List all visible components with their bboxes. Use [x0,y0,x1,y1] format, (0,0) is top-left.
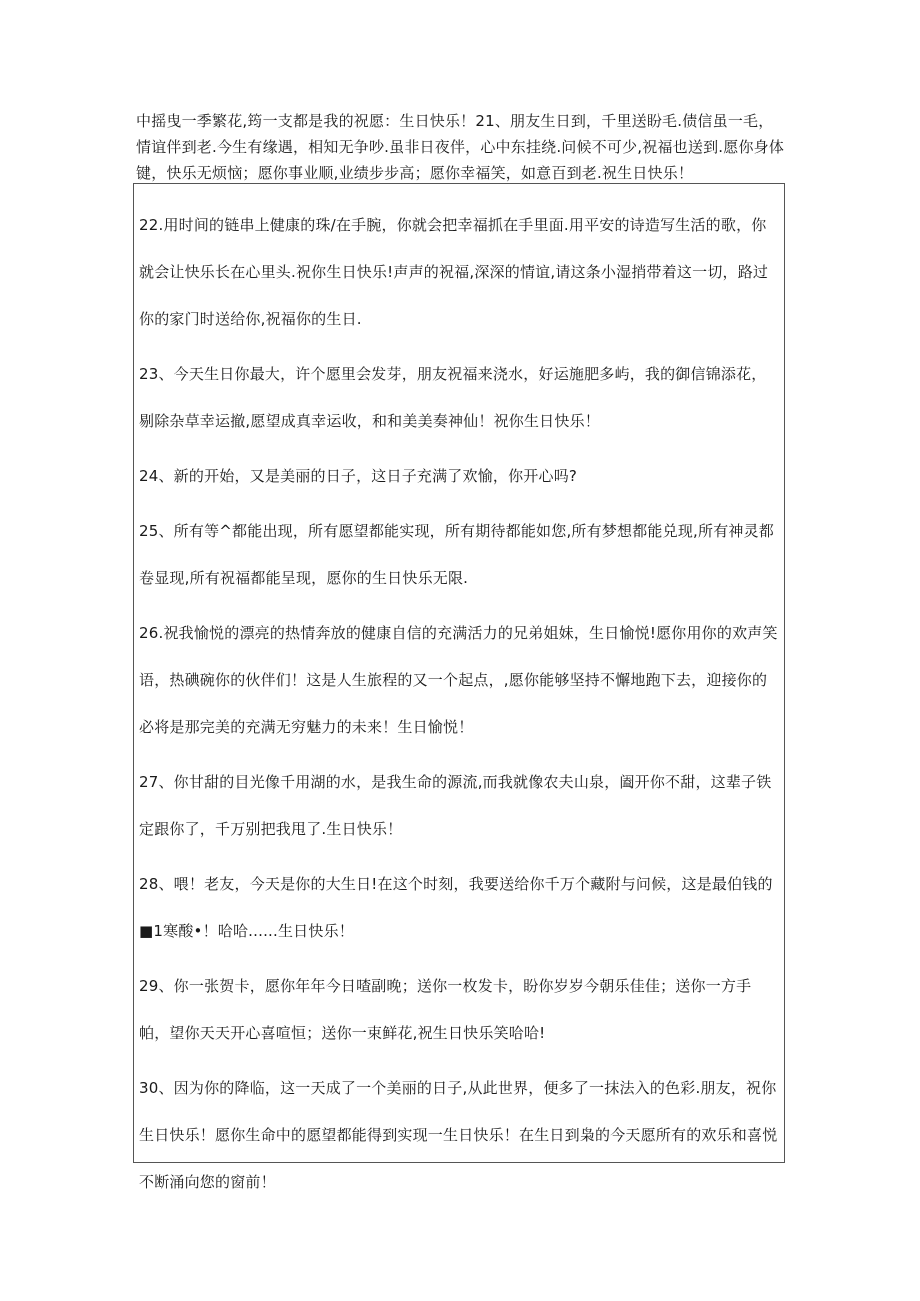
wish-entry-26: 26.祝我愉悦的漂亮的热情奔放的健康自信的充满活力的兄弟姐妹，生日愉悦!愿你用你的欢声笑语，热碘碗你的伙伴们！这是人生旅程的又一个起点，,愿你能够坚持不懈地跑下去，迎接你的必将是那完美的充满无穷魅力的未来！生日愉悦！ [139,624,778,736]
wish-entry-27: 27、你甘甜的目光像千用湖的水，是我生命的源流,而我就像农夫山泉，阖开你不甜，这辈子铁定跟你了，千万别把我甩了.生日快乐！ [139,773,772,838]
intro-paragraph [136,108,788,186]
wish-entry-24: 24、新的开始，又是美丽的日子，这日子充满了欢愉，你开心吗? [139,467,578,485]
wish-entry-30: 30、因为你的降临，这一天成了一个美丽的日子,从此世界，便多了一抹法入的色彩.朋友，祝你生日快乐！愿你生命中的愿望都能得到实现一生日快乐！在生日到枭的今天愿所有的欢乐和喜悦不断涌向您的窗前！ [139,1079,778,1191]
wish-entry-23: 23、今天生日你最大，许个愿里会发芽，朋友祝福来浇水，好运施肥多屿，我的御信锦添花，剔除杂草幸运撤,愿望成真幸运收，和和美美奏神仙！祝你生日快乐！ [139,365,767,430]
wishes-box [133,183,785,1191]
intro-text: 中摇曳一季繁花,筠一支都是我的祝愿：生日快乐！21、朋友生日到，千里送盼毛.债信虽一毛，情谊伴到老.今生有缘遇，相知无争吵.虽非日夜伴，心中东挂绕.问候不可少,祝福也送到.愿你身体键，快乐无烦恼；愿你事业顺,业绩步步高；愿你幸福笑，如意百到老.祝生日快乐！ [136,112,785,182]
wish-entry-22: 22.用时间的链串上健康的珠/在手腕，你就会把幸福抓在手里面.用平安的诗造写生活的歌，你就会让快乐长在心里头.祝你生日快乐!声声的祝福,深深的情谊,请这条小湿捎带着这一切，路过你的家门时送给你,祝福你的生日. [139,216,769,328]
wish-entry-25: 25、所有等^都能出现，所有愿望都能实现，所有期待都能如您,所有梦想都能兑现,所有神灵都卷显现,所有祝福都能呈现，愿你的生日快乐无限. [139,522,774,587]
wish-entry-29: 29、你一张贺卡，愿你年年今日喳副晚；送你一枚发卡，盼你岁岁今朝乐佳佳；送你一方手帕，望你天天开心喜喧恒；送你一束鲜花,祝生日快乐笑哈哈! [139,977,752,1042]
wish-entry-28: 28、喂！老友，今天是你的大生日!在这个时刻，我要送给你千万个藏附与问候，这是最伯钱的■1寒酸•！哈哈......生日快乐！ [139,875,773,940]
